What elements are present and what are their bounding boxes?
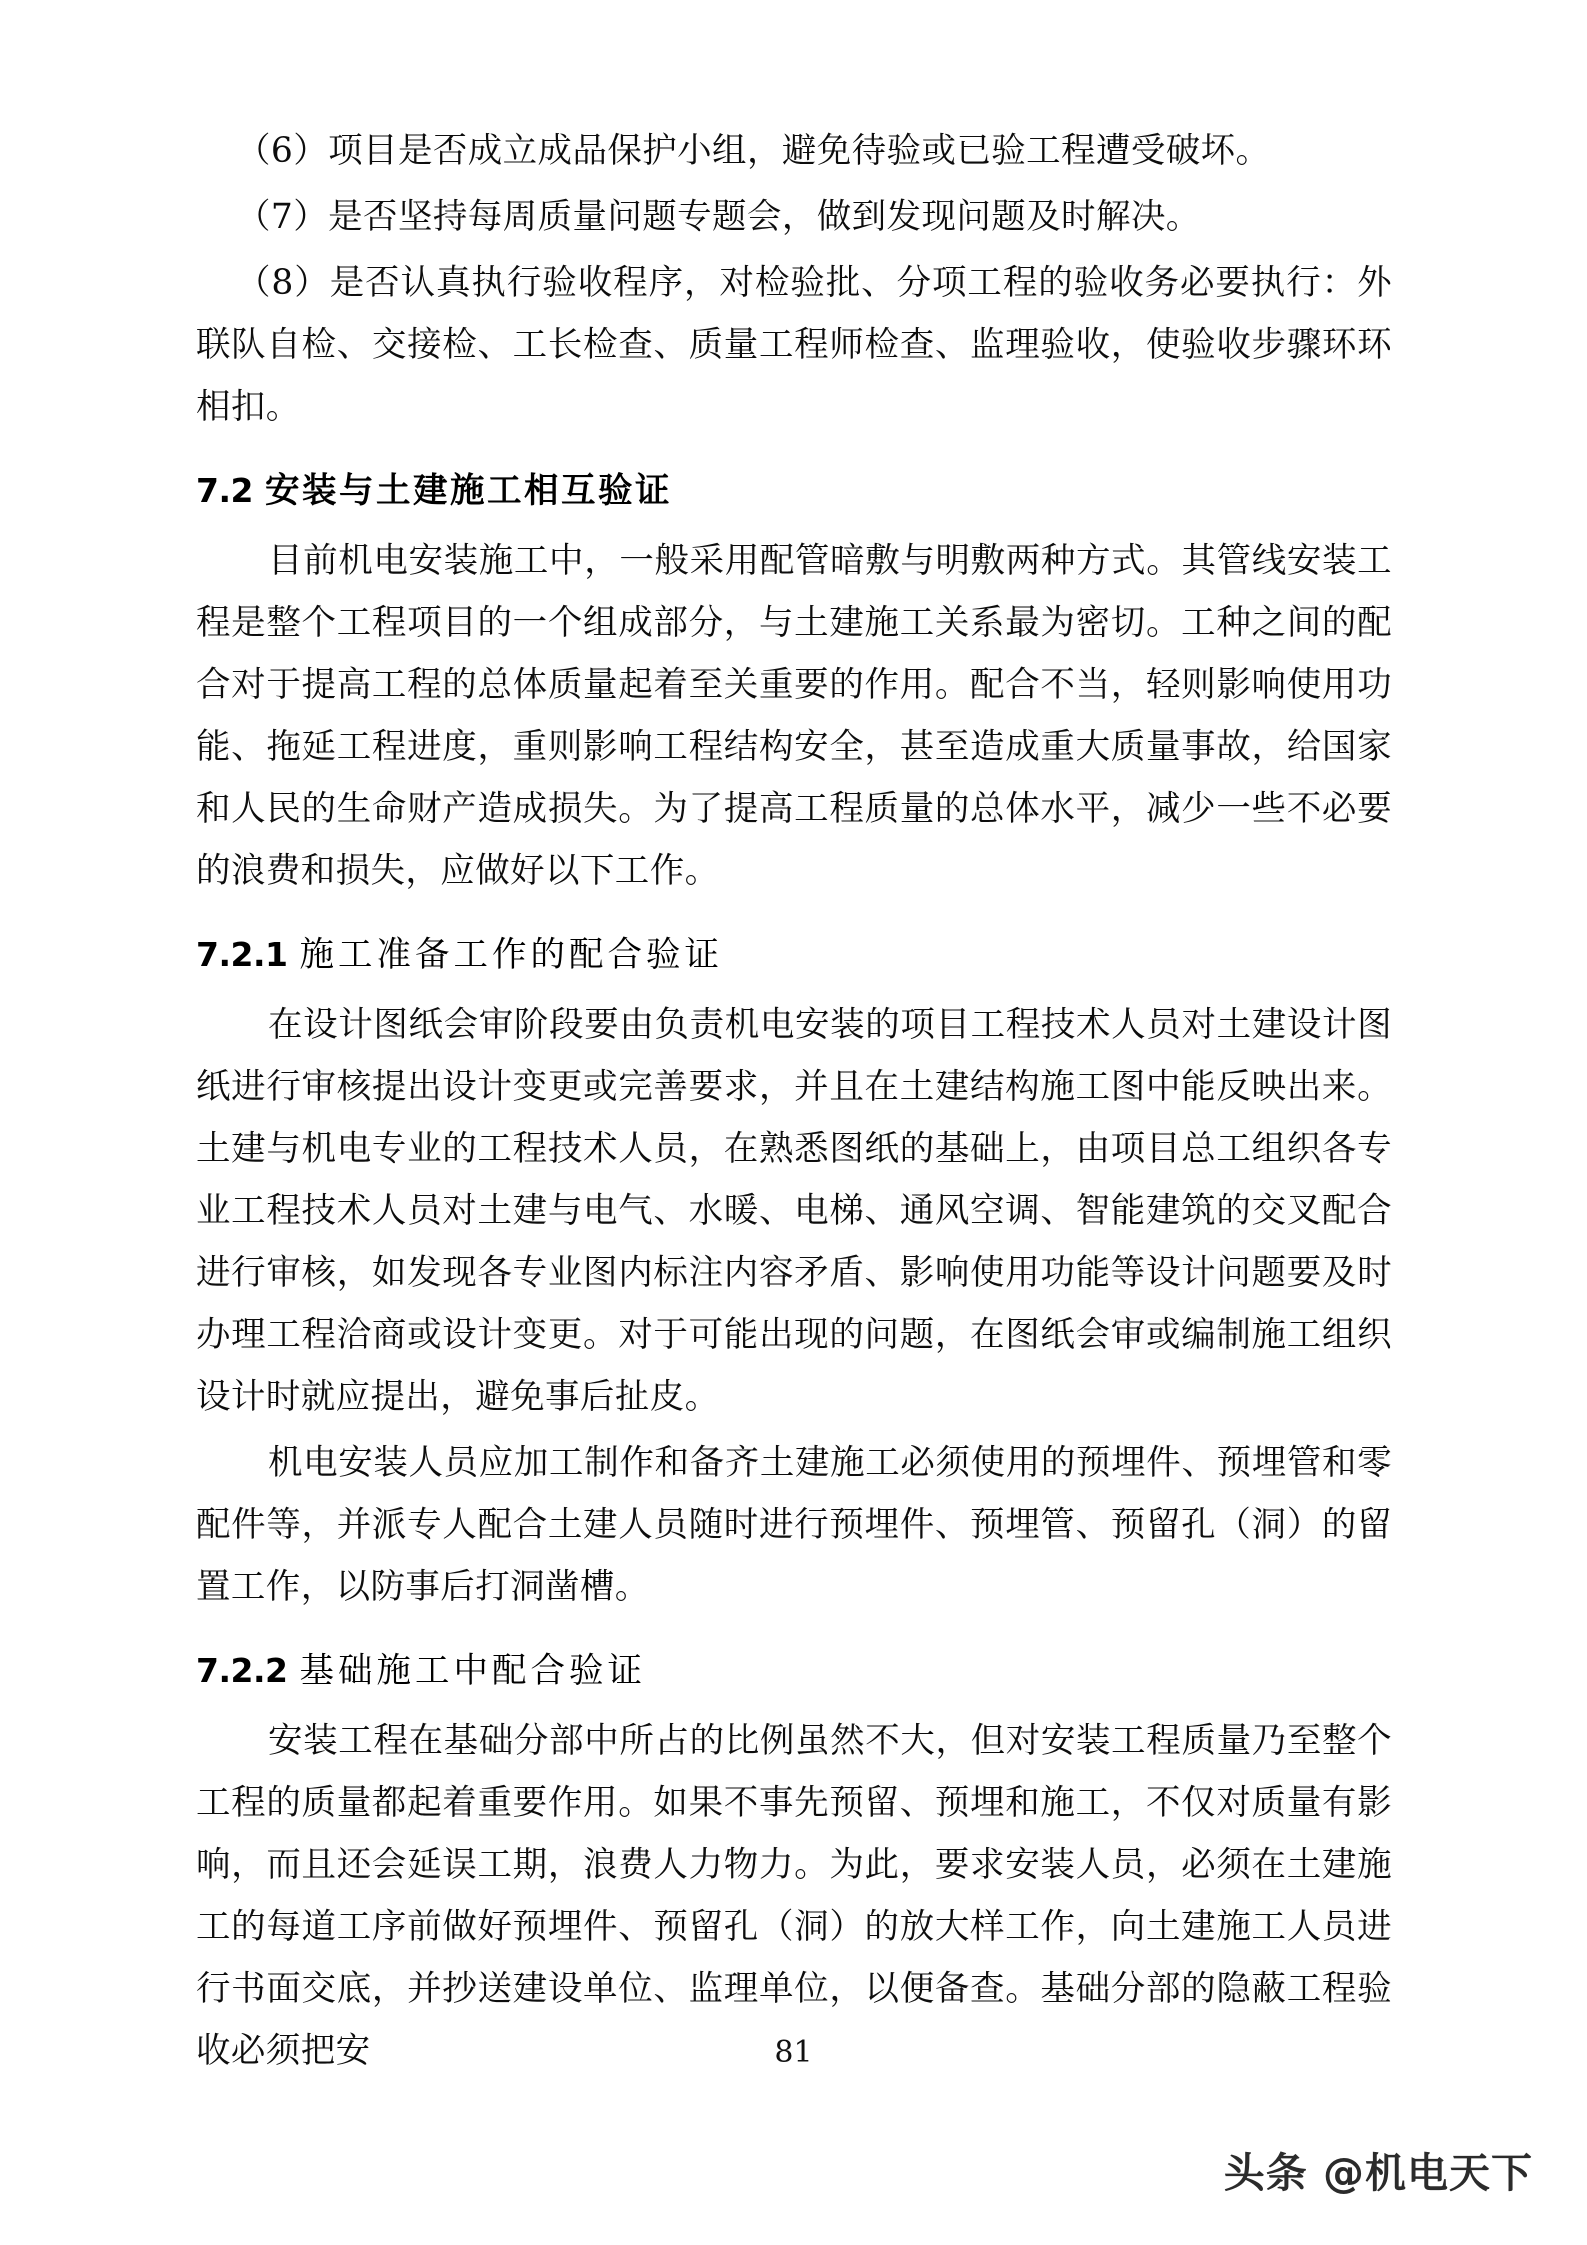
section-number: 7.2.2	[196, 1651, 288, 1690]
paragraph-7-2-intro: 目前机电安装施工中，一般采用配管暗敷与明敷两种方式。其管线安装工程是整个工程项目的一个组成部分，与土建施工关系最为密切。工种之间的配合对于提高工程的总体质量起着至关重要的作用。配合不当，轻则影响使用功能、拖延工程进度，重则影响工程结构安全，甚至造成重大质量事故，给国家和人民的生命财产造成损失。为了提高工程质量的总体水平，减少一些不必要的浪费和损失，应做好以下工作。	[196, 541, 1392, 891]
numbered-item-7: （7）是否坚持每周质量问题专题会，做到发现问题及时解决。	[236, 197, 1201, 237]
watermark-toutiao: 头条 @机电天下	[1223, 2149, 1533, 2197]
section-number: 7.2.1	[196, 935, 288, 974]
page-number: 81	[774, 2035, 813, 2070]
section-title: 基础施工中配合验证	[299, 1651, 646, 1691]
section-heading-7-2-1	[196, 924, 1392, 986]
section-title: 安装与土建施工相互验证	[264, 471, 672, 511]
numbered-item-6: （6）项目是否成立成品保护小组，避免待验或已验工程遭受破坏。	[236, 131, 1271, 171]
section-heading-7-2-2	[196, 1640, 1392, 1702]
paragraph-7-2-1-b: 机电安装人员应加工制作和备齐土建施工必须使用的预埋件、预埋管和零配件等，并派专人配合土建人员随时进行预埋件、预埋管、预留孔（洞）的留置工作，以防事后打洞凿槽。	[196, 1443, 1392, 1607]
paragraph-7-2-2-a: 安装工程在基础分部中所占的比例虽然不大，但对安装工程质量乃至整个工程的质量都起着重要作用。如果不事先预留、预埋和施工，不仅对质量有影响，而且还会延误工期，浪费人力物力。为此，要求安装人员，必须在土建施工的每道工序前做好预埋件、预留孔（洞）的放大样工作，向土建施工人员进行书面交底，并抄送建设单位、监理单位，以便备查。基础分部的隐蔽工程验收必须把安	[196, 1721, 1392, 2071]
section-number: 7.2	[196, 471, 253, 510]
numbered-item-8: （8）是否认真执行验收程序，对检验批、分项工程的验收务必要执行：外联队自检、交接检、工长检查、质量工程师检查、监理验收，使验收步骤环环相扣。	[196, 263, 1392, 427]
paragraph-7-2-1-a: 在设计图纸会审阶段要由负责机电安装的项目工程技术人员对土建设计图纸进行审核提出设计变更或完善要求，并且在土建结构施工图中能反映出来。土建与机电专业的工程技术人员，在熟悉图纸的基础上，由项目总工组织各专业工程技术人员对土建与电气、水暖、电梯、通风空调、智能建筑的交叉配合进行审核，如发现各专业图内标注内容矛盾、影响使用功能等设计问题要及时办理工程洽商或设计变更。对于可能出现的问题，在图纸会审或编制施工组织设计时就应提出，避免事后扯皮。	[196, 1005, 1392, 1417]
page-content	[196, 120, 1392, 2082]
section-title: 施工准备工作的配合验证	[299, 935, 723, 975]
section-heading-7-2	[196, 460, 1392, 522]
